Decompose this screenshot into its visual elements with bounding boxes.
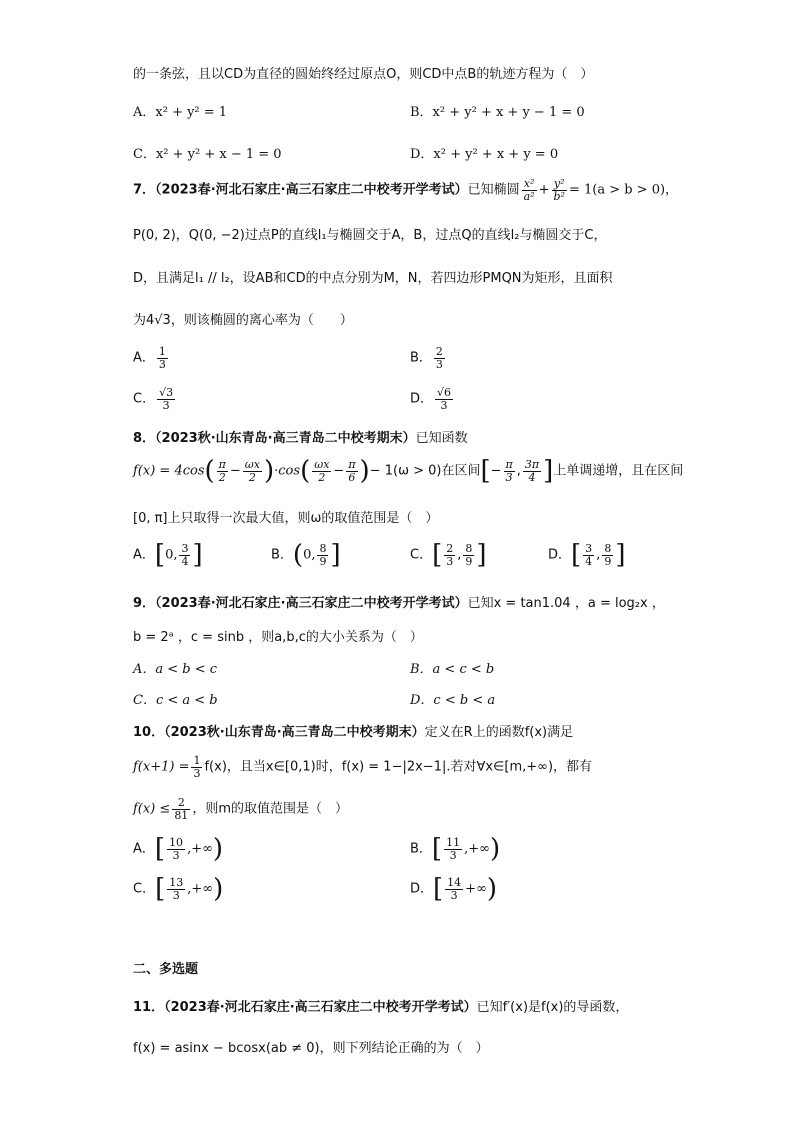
q10-stem-line2: f(x+1) = $\frac{1}{3}$ f(x)，且当x∈[0,1)时，f(x) = 1−|2x−1|.若对∀x∈[m,+∞)，都有 xyxy=(133,754,593,780)
q9-source: （2023春·河北石家庄·高三石家庄二中校考开学考试） xyxy=(155,596,468,611)
q10-number: 10． xyxy=(133,725,165,740)
q11-number: 11． xyxy=(133,1000,165,1015)
q9-number: 9． xyxy=(133,596,156,611)
q9-option-d: D．c < b < a xyxy=(410,693,496,708)
q6-option-c: C．x² + y² + x − 1 = 0 xyxy=(133,147,282,162)
q9-stem-line2: b = 2ᵃ ，c = sinb ，则a,b,c的大小关系为（ ） xyxy=(133,630,423,645)
q10-option-c: C．[ $\frac{13}{3}$ ,+∞) xyxy=(133,874,224,904)
section-title: 二、多选题 xyxy=(133,962,199,977)
q10-stem-line3: f(x) ≤ $\frac{2}{81}$ ，则m的取值范围是（ ） xyxy=(133,796,348,822)
q10-stem-line1 xyxy=(133,726,573,739)
q7-stem-line1: 7．（2023春·河北石家庄·高三石家庄二中校考开学考试）已知椭圆 $\frac{\text{x²}}{\text{a²}}$ + $\frac{\text{y²}}{\text{b²}}$ = 1(a > b > 0)， xyxy=(133,177,679,203)
q7-option-c: C． $\frac{√3}{3}$ xyxy=(133,386,174,412)
q6-option-b: B．x² + y² + x + y − 1 = 0 xyxy=(410,105,585,120)
q7-option-b: B． $\frac{2}{3}$ xyxy=(410,345,443,371)
q11-source: （2023春·河北石家庄·高三石家庄二中校考开学考试） xyxy=(164,1000,477,1015)
q7-source: （2023春·河北石家庄·高三石家庄二中校考开学考试） xyxy=(155,182,468,198)
q6-text-line: 的一条弦，且以CD为直径的圆始终经过原点O，则CD中点B的轨迹方程为（ ） xyxy=(133,67,594,82)
q9-stem-text: 已知x = tan1.04 ，a = log₂x ， xyxy=(467,596,665,611)
q7-stem-line2: P(0, 2)，Q(0, −2)过点P的直线l₁与椭圆交于A，B，过点Q的直线l₂与椭圆交于C， xyxy=(133,228,607,243)
q7-stem-line4: 为4√3，则该椭圆的离心率为（ ） xyxy=(133,313,353,328)
q10-option-d: D．[ $\frac{14}{3}$ +∞) xyxy=(410,874,498,904)
q8-stem-line1 xyxy=(133,432,468,445)
q8-function-line: f(x) = 4cos( $\frac{\pi}{2}$ − $\frac{\omega x}{2}$ )·cos( $\frac{\omega x}{2}$ − $\frac{\pi}{6}$ )− 1(ω > 0)在区间[− $\frac{\pi}{3}$ , $\frac{3\pi}{4}$ ]上单调递增，且在区间 xyxy=(133,456,684,486)
q11-stem-text: 已知f′(x)是f(x)的导函数， xyxy=(476,1000,629,1015)
q8-number: 8． xyxy=(133,431,156,446)
q7-stem-line3: D，且满足l₁ // l₂，设AB和CD的中点分别为M，N，若四边形PMQN为矩形，且面积 xyxy=(133,271,613,286)
q6-option-d: D．x² + y² + x + y = 0 xyxy=(410,147,559,162)
q8-option-d: D．[ $\frac{3}{4}$ , $\frac{8}{9}$ ] xyxy=(548,540,626,570)
q7-option-a: A． $\frac{1}{3}$ xyxy=(133,345,166,371)
q7-ellipse-x-term: $\frac{\text{x²}}{\text{a²}}$ xyxy=(523,177,535,203)
q8-option-c: C．[ $\frac{2}{3}$ , $\frac{8}{9}$ ] xyxy=(410,540,487,570)
q7-stem-text: 已知椭圆 xyxy=(467,182,520,198)
q8-stem-line3: [0, π]上只取得一次最大值，则ω的取值范围是（ ） xyxy=(133,511,439,526)
q7-ellipse-y-term: $\frac{\text{y²}}{\text{b²}}$ xyxy=(553,177,565,203)
q11-stem-line2: f(x) = asinx − bcosx(ab ≠ 0)，则下列结论正确的为（ ） xyxy=(133,1041,489,1056)
q9-option-b: B．a < c < b xyxy=(410,662,495,677)
q8-option-b: B．(0, $\frac{8}{9}$ ] xyxy=(271,540,341,570)
q8-source: （2023秋·山东青岛·高三青岛二中校考期末） xyxy=(155,431,416,446)
q10-option-b: B．[ $\frac{11}{3}$ ,+∞) xyxy=(410,834,501,864)
q7-condition: = 1(a > b > 0)， xyxy=(568,182,679,198)
q9-stem-line1 xyxy=(133,597,665,610)
q11-stem-line1 xyxy=(133,1001,628,1014)
q10-source: （2023秋·山东青岛·高三青岛二中校考期末） xyxy=(164,725,425,740)
q8-stem-text: 已知函数 xyxy=(415,431,468,446)
q9-option-a: A．a < b < c xyxy=(133,662,218,677)
q9-option-c: C．c < a < b xyxy=(133,693,218,708)
q6-option-a: A．x² + y² = 1 xyxy=(133,105,228,120)
q8-option-a: A．[0, $\frac{3}{4}$ ] xyxy=(133,540,203,570)
q10-option-a: A．[ $\frac{10}{3}$ ,+∞) xyxy=(133,834,224,864)
q7-number: 7． xyxy=(133,182,156,198)
q10-stem-text: 定义在R上的函数f(x)满足 xyxy=(424,725,574,740)
q7-option-d: D． $\frac{√6}{3}$ xyxy=(410,386,452,412)
